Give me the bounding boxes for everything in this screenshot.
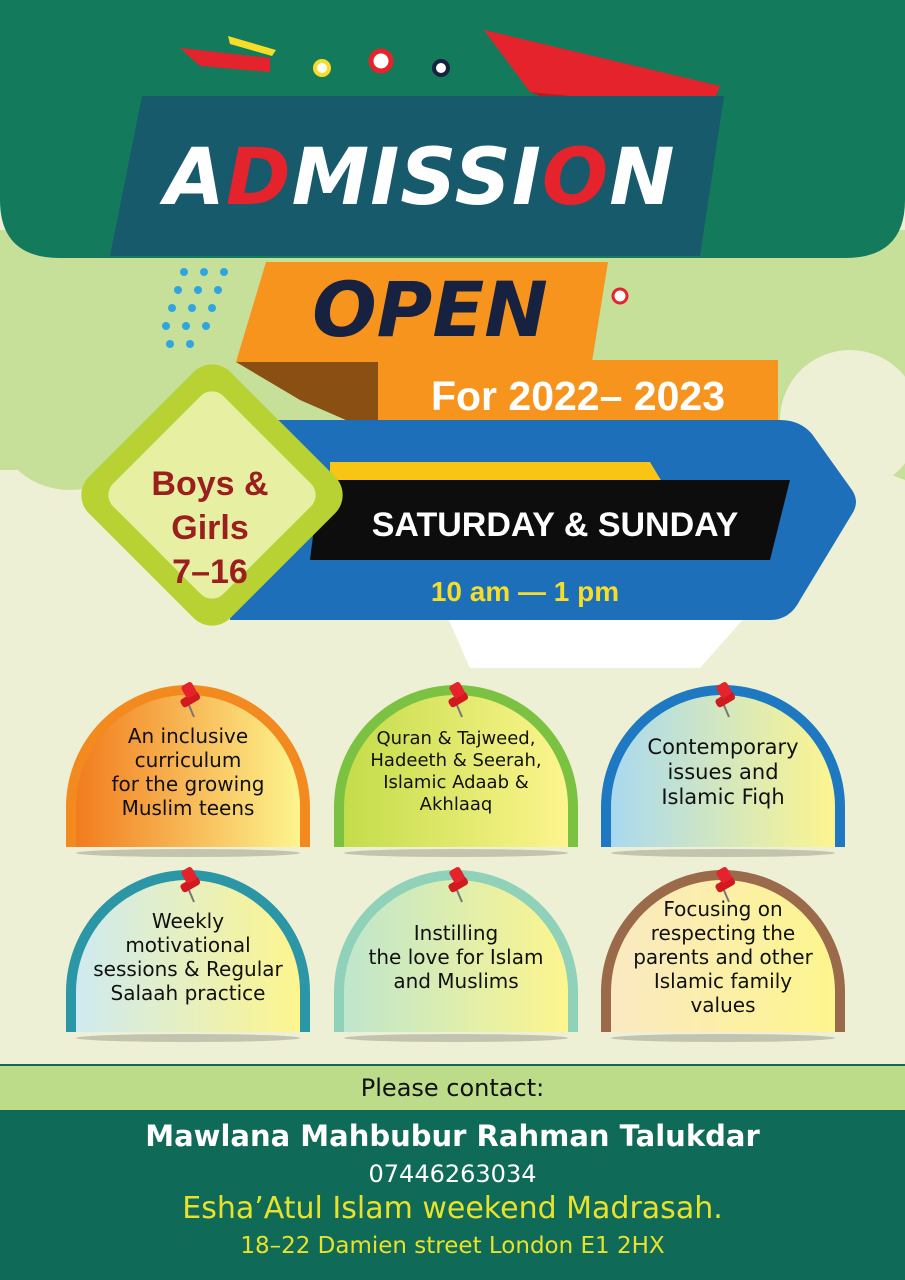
feature-line: the love for Islam [368,945,544,969]
yellow-ring-dot [315,61,329,75]
age-range-text: 7–16 [172,553,248,591]
class-days: SATURDAY & SUNDAY [371,506,739,544]
feature-line: motivational [125,933,251,957]
feature-line: An inclusive [127,724,249,748]
feature-line: curriculum [134,748,242,772]
feature-line: values [690,993,756,1017]
feature-card-text [615,711,831,833]
contact-label: Please contact: [360,1074,545,1102]
feature-card-text [348,896,564,1018]
feature-line: Muslim teens [121,796,255,820]
red-ring-dot-small [613,289,627,303]
feature-line: sessions & Regular [93,957,283,981]
feature-card-text [615,896,831,1018]
feature-line: parents and other [633,945,813,969]
feature-line: Focusing on [663,897,783,921]
feature-line: Weekly [151,909,225,933]
contact-name: Mawlana Mahbubur Rahman Talukdar [145,1119,760,1153]
red-ring-dot [371,51,391,71]
feature-line: Islamic Fiqh [661,784,785,809]
contact-phone: 07446263034 [368,1160,537,1188]
navy-ring-dot [434,61,448,75]
feature-card-text [80,896,296,1018]
feature-line: for the growing [111,772,265,796]
feature-line: Akhlaaq [419,794,493,815]
feature-line: Quran & Tajweed, [376,728,536,749]
organisation-address: 18–22 Damien street London E1 2HX [240,1233,665,1259]
gender-text: Boys & Girls [151,465,269,547]
feature-line: Salaah practice [110,981,266,1005]
yellow-strip [330,462,662,482]
feature-line: Islamic Adaab & [383,772,529,793]
feature-line: and Muslims [393,969,519,993]
age-label [110,462,310,591]
feature-line: issues and [667,759,779,784]
feature-line: Hadeeth & Seerah, [370,750,542,771]
class-time: 10 am — 1 pm [430,576,620,607]
feature-line: Islamic family [653,969,793,993]
feature-line: respecting the [650,921,796,945]
admission-title: ADMISSION [164,133,676,223]
academic-year: For 2022– 2023 [430,373,726,419]
feature-card-text [80,711,296,833]
open-title: OPEN [312,265,548,354]
organisation-name: Esha’Atul Islam weekend Madrasah. [182,1191,723,1226]
feature-card-text [348,711,564,833]
feature-line: Contemporary [647,734,799,759]
feature-line: Instilling [413,921,499,945]
